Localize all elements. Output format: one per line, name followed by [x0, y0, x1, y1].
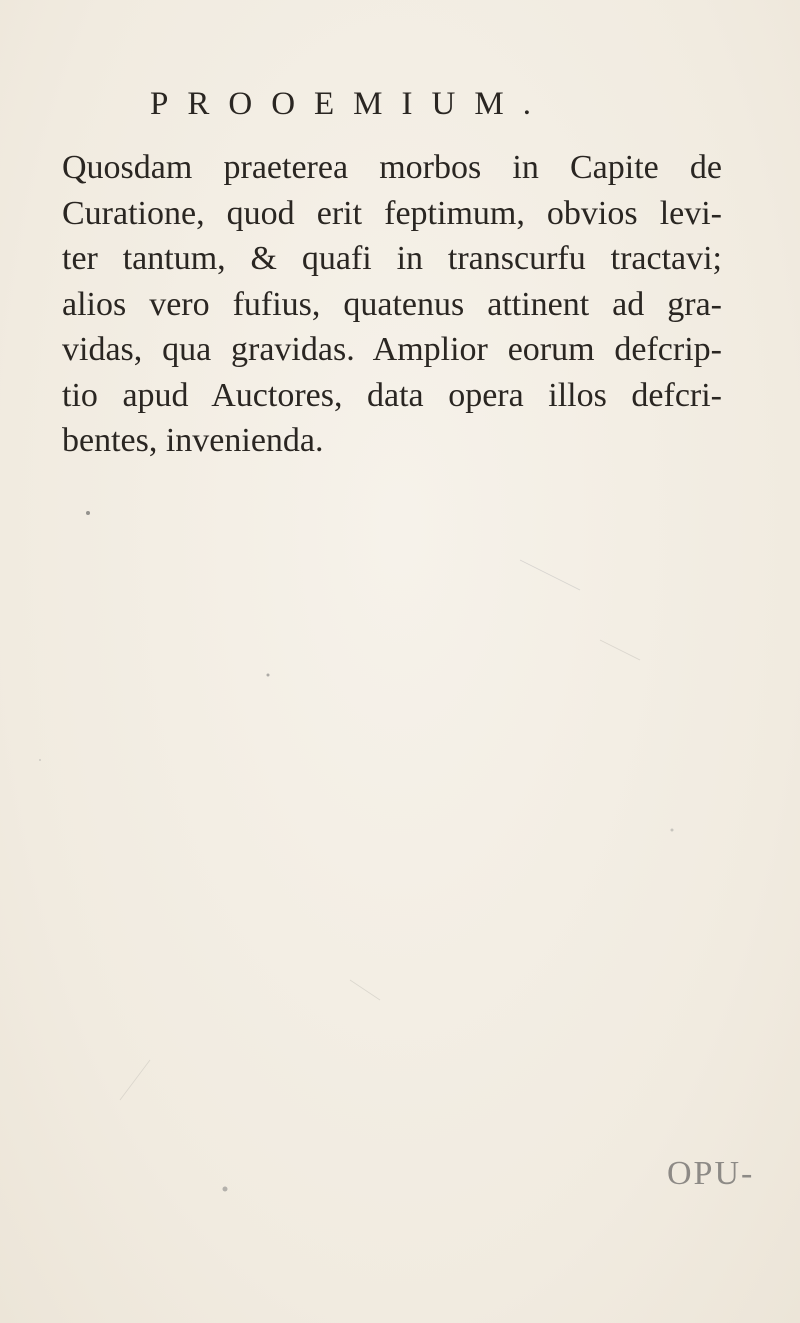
body-paragraph: [62, 145, 722, 464]
page-heading: PROOEMIUM.: [150, 86, 550, 122]
text-line: Quosdam praeterea morbos in Capite de: [62, 149, 722, 186]
text-line: ter tantum, & quafi in transcurfu tractavi;: [62, 240, 722, 277]
text-line: vidas, qua gravidas. Amplior eorum defcrip-: [62, 331, 722, 368]
text-line: Curatione, quod erit feptimum, obvios levi-: [62, 194, 722, 232]
text-line: alios vero fufius, quatenus attinent ad gra-: [62, 285, 722, 323]
text-line: tio apud Auctores, data opera illos defcri-: [62, 376, 722, 414]
text-line: bentes, invenienda.: [62, 422, 324, 459]
catchword: OPU-: [667, 1155, 755, 1192]
